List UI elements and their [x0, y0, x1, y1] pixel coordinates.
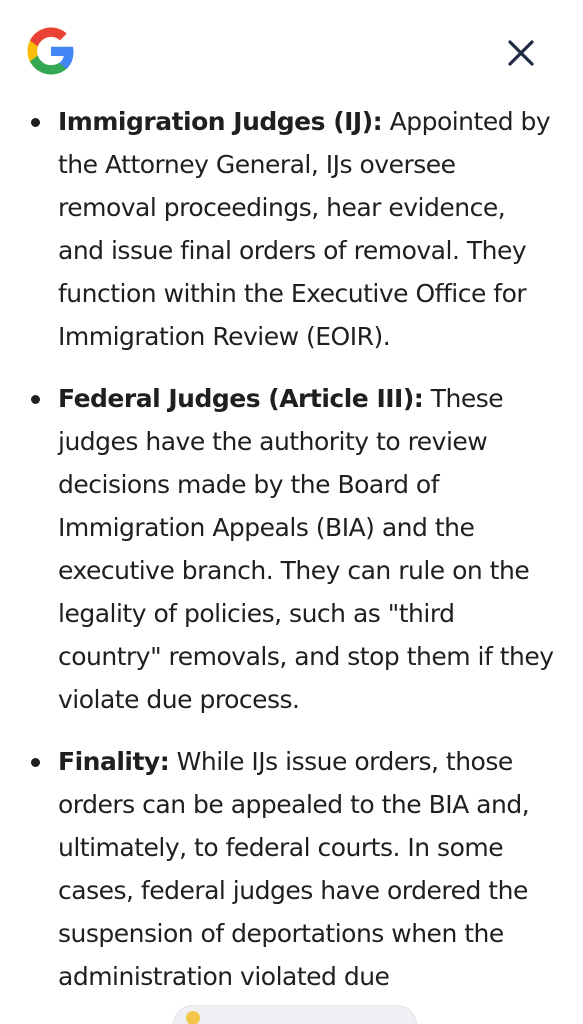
close-icon: [507, 39, 535, 67]
list-item: [0, 100, 583, 358]
floating-pill-button[interactable]: [173, 1005, 417, 1024]
bullet-term: Federal Judges (Article III):: [58, 384, 424, 413]
bullet-dot-icon: [31, 118, 40, 127]
bullet-term: Finality:: [58, 747, 170, 776]
bullet-dot-icon: [31, 395, 40, 404]
list-item: [0, 377, 583, 721]
google-logo-icon[interactable]: [24, 24, 78, 78]
answer-content: [0, 100, 583, 1017]
bullet-list: [0, 100, 583, 998]
bullet-text: These judges have the authority to review decisions made by the Board of Immigration Appeals (BIA) and the executive branch. They can rule on the legality of policies, such as "third country" removals, and stop them if they violate due process.: [58, 384, 554, 714]
top-bar: [0, 0, 583, 100]
close-button[interactable]: [498, 30, 544, 76]
pill-icon: [186, 1011, 200, 1024]
bullet-text: Appointed by the Attorney General, IJs oversee removal proceedings, hear evidence, and issue final orders of removal. They function within the Executive Office for Immigration Review (EOIR).: [58, 107, 551, 351]
bullet-text: While IJs issue orders, those orders can be appealed to the BIA and, ultimately, to federal courts. In some cases, federal judges have ordered the suspension of deportations when the administration violated due: [58, 747, 530, 991]
list-item: [0, 740, 583, 998]
bullet-dot-icon: [31, 758, 40, 767]
bullet-term: Immigration Judges (IJ):: [58, 107, 383, 136]
